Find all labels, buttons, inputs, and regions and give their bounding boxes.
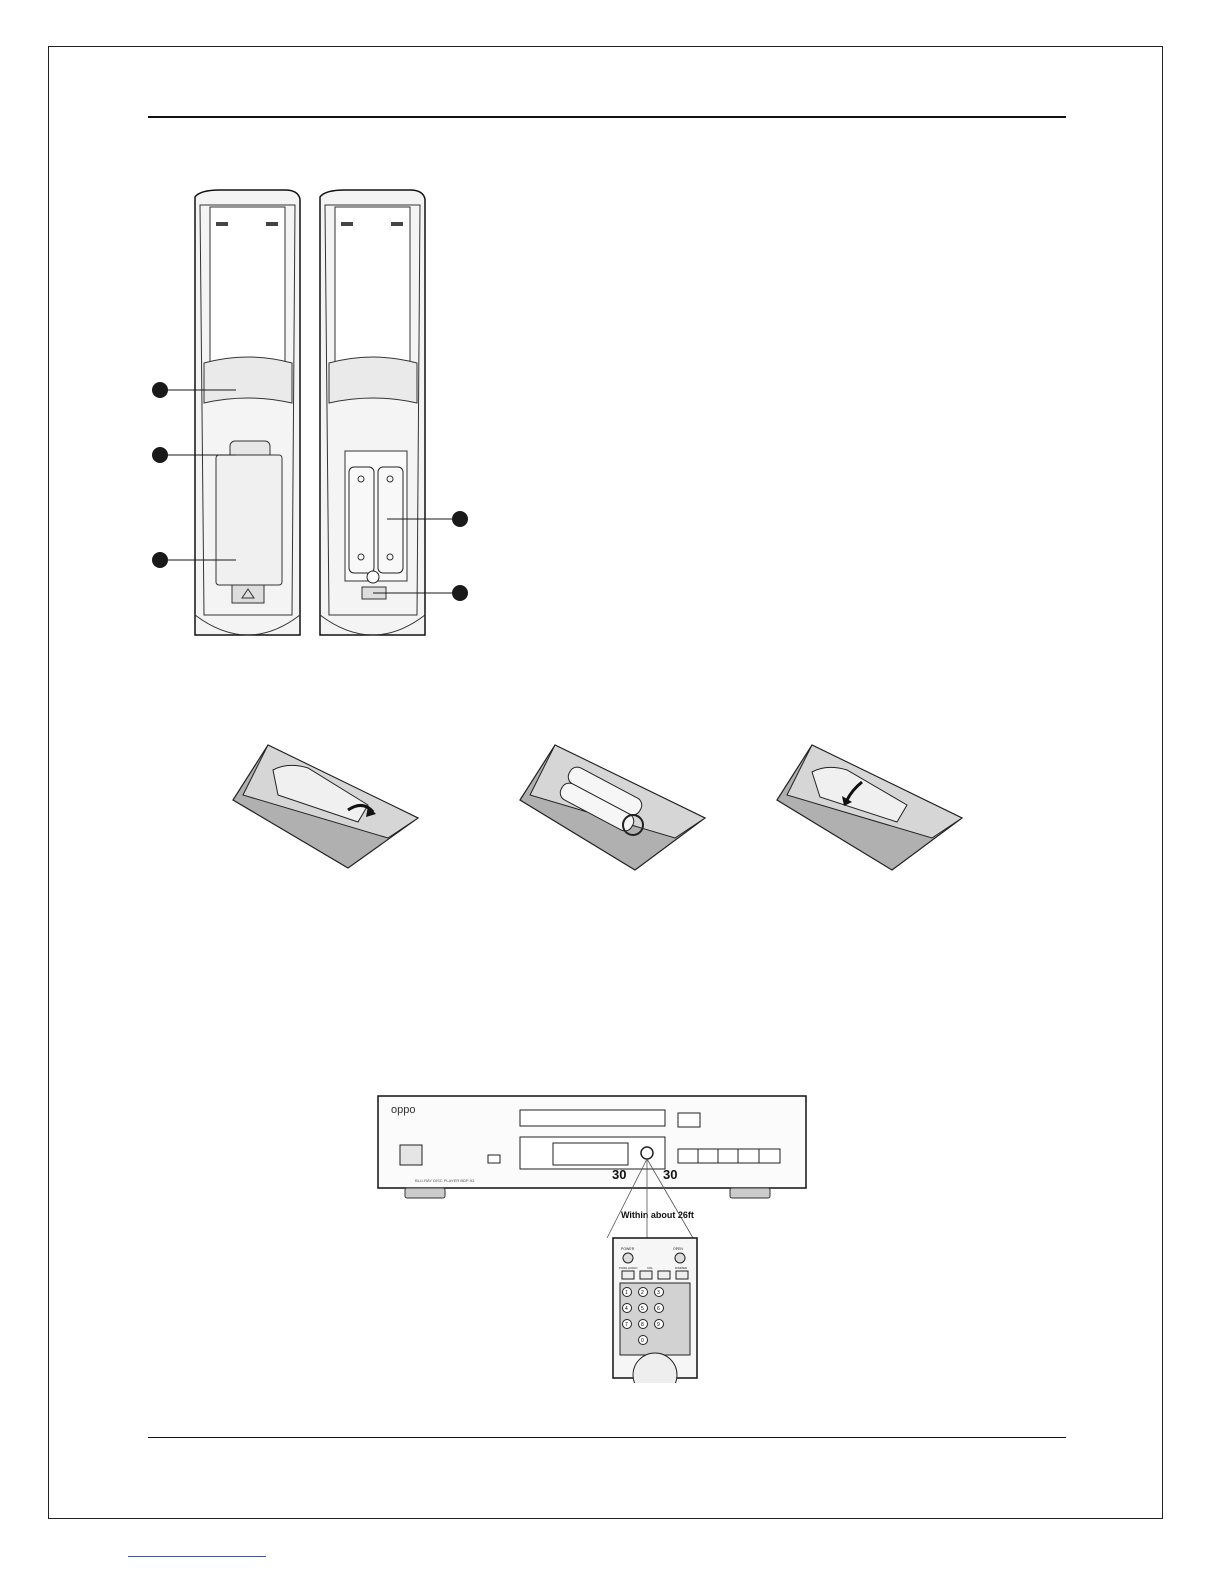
key-0: 0 (641, 1338, 644, 1344)
battery-step-1 (228, 740, 428, 870)
angle-right-label: 30 (663, 1167, 678, 1182)
battery-step-2 (515, 740, 715, 875)
pure-audio-label: PURE AUDIO (619, 1266, 638, 1270)
key-2: 2 (641, 1290, 644, 1296)
key-1: 1 (625, 1290, 628, 1296)
brand-logo: oppo (391, 1104, 416, 1116)
key-3: 3 (657, 1290, 660, 1296)
remote-back-cover-off (320, 190, 425, 635)
remote-back-figure (140, 185, 480, 645)
footer-rule (148, 1437, 1066, 1438)
key-6: 6 (657, 1306, 660, 1312)
key-7: 7 (625, 1322, 628, 1328)
power-label: POWER (621, 1247, 635, 1251)
angle-left-label: 30 (612, 1167, 627, 1182)
open-label: OPEN (673, 1247, 683, 1251)
model-caption: BLU-RAY DISC PLAYER BDP-93 (415, 1178, 475, 1183)
battery-aa-right (378, 467, 403, 573)
battery-step-3 (772, 740, 972, 875)
battery-aa-left (349, 467, 374, 573)
dimmer-label: DIMMER (675, 1266, 688, 1270)
key-9: 9 (657, 1322, 660, 1328)
key-4: 4 (625, 1306, 628, 1312)
footer-link-underline (128, 1556, 266, 1557)
header-rule (148, 116, 1066, 118)
vol-label: VOL (647, 1266, 654, 1270)
key-5: 5 (641, 1306, 644, 1312)
distance-label: Within about 26ft (621, 1210, 694, 1220)
remote-back-cover-on (195, 190, 300, 635)
player-range-figure (375, 1093, 815, 1383)
key-8: 8 (641, 1322, 644, 1328)
